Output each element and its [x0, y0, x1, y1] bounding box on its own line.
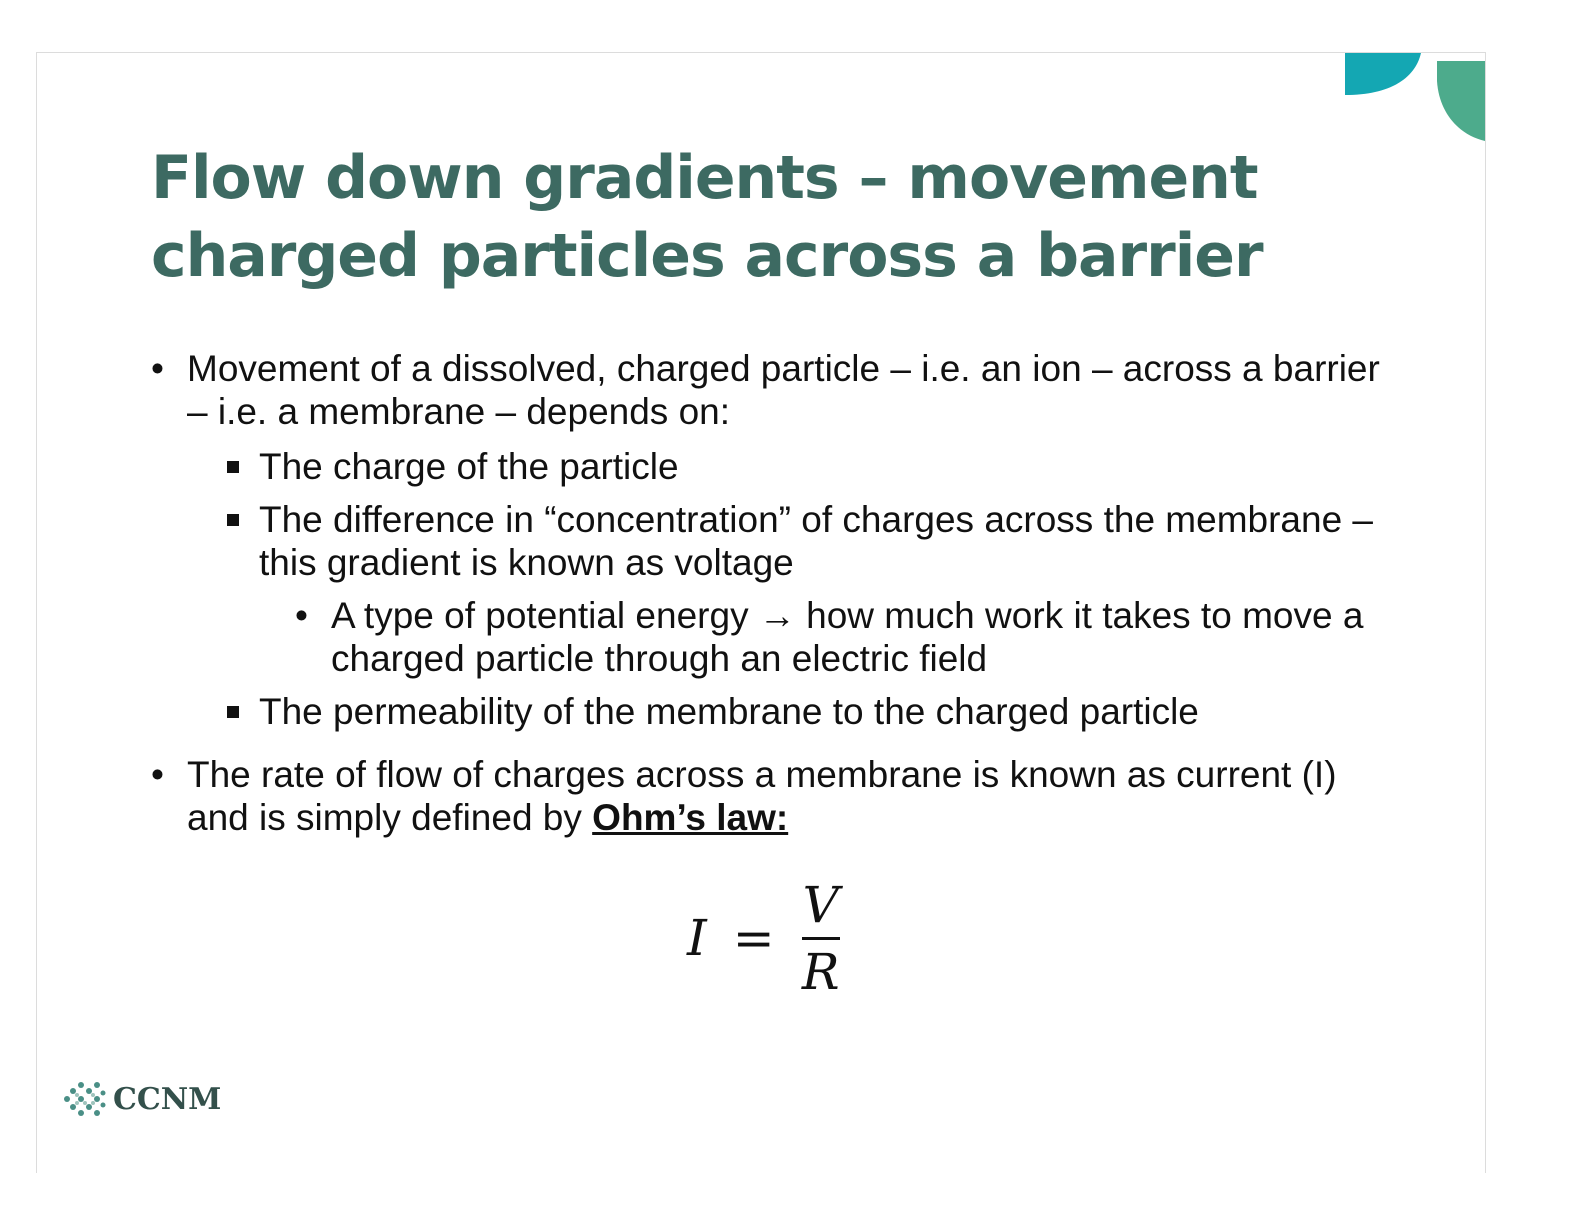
- sub-bullet-text: The charge of the particle: [259, 446, 679, 487]
- bullet-list: [151, 347, 1391, 851]
- formula-fraction: [801, 877, 841, 1000]
- sub-sub-bullet-item: [295, 594, 1391, 680]
- bullet-dot-icon: •: [295, 595, 308, 636]
- sub-sub-bullet-text: A type of potential energy → how much work it takes to move a charged particle through an electric field: [331, 595, 1364, 679]
- formula-denominator: R: [801, 942, 840, 1001]
- formula-equals: =: [732, 909, 775, 967]
- bullet-text: The rate of flow of charges across a membrane is known as current (I) and is simply defined by: [187, 754, 1337, 838]
- square-bullet-icon: [227, 514, 239, 526]
- square-bullet-icon: [227, 461, 239, 473]
- slide-title: [151, 139, 1311, 295]
- ccnm-logo: [61, 1079, 221, 1119]
- title-line-2: charged particles across a barrier: [151, 221, 1263, 291]
- square-bullet-icon: [227, 706, 239, 718]
- sub-bullet-item: [223, 445, 1391, 488]
- ohms-law-formula: [687, 873, 841, 1003]
- formula-numerator: V: [802, 875, 839, 934]
- bullet-dot-icon: •: [151, 754, 164, 795]
- slide: [36, 52, 1486, 1173]
- sub-bullet-text: The difference in “concentration” of charges across the membrane – this gradient is known as voltage: [259, 499, 1374, 583]
- bullet-item: [151, 753, 1391, 839]
- title-line-1: Flow down gradients – movement: [151, 143, 1258, 213]
- ccnm-logo-icon: [61, 1079, 107, 1119]
- ohms-law-emphasis: Ohm’s law:: [592, 797, 789, 838]
- logo-text: CCNM: [113, 1081, 222, 1117]
- corner-decoration-icon: [1345, 53, 1485, 153]
- bullet-dot-icon: •: [151, 348, 164, 389]
- sub-bullet-item: [223, 498, 1391, 584]
- sub-bullet-text: The permeability of the membrane to the charged particle: [259, 691, 1199, 732]
- bullet-text: Movement of a dissolved, charged particle – i.e. an ion – across a barrier – i.e. a membrane – depends on:: [187, 348, 1380, 432]
- formula-lhs: I: [687, 909, 707, 967]
- sub-bullet-item: [223, 690, 1391, 733]
- bullet-item: [151, 347, 1391, 433]
